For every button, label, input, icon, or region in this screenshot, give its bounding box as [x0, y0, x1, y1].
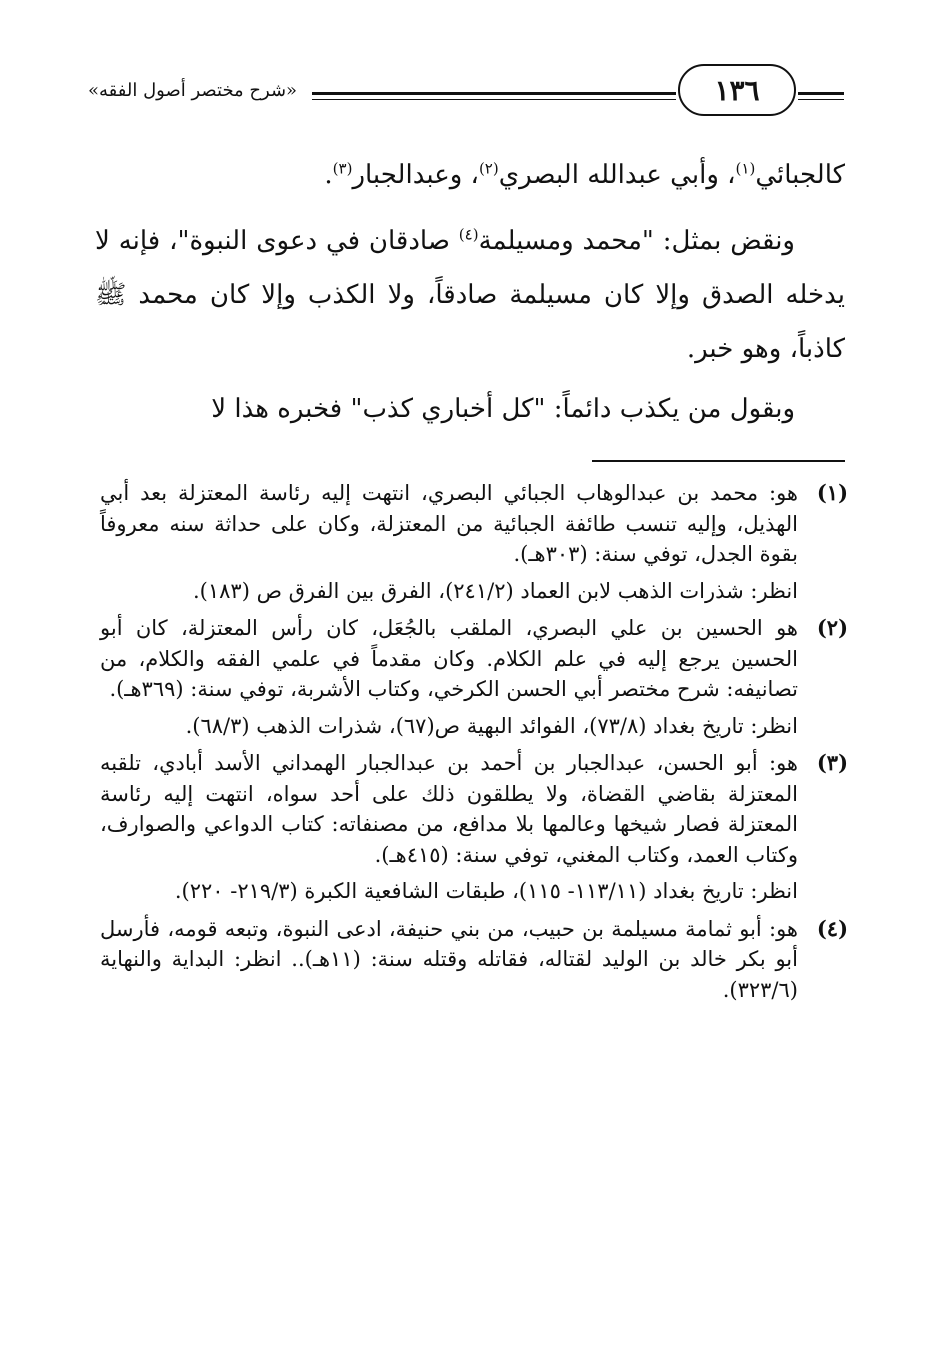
footnote-2	[100, 613, 848, 741]
footnote-reference: انظر: تاريخ بغداد (٧٣/٨)، الفوائد البهية ص(٦٧)، شذرات الذهب (٦٨/٣).	[185, 713, 798, 738]
p1-text-c: ، وعبدالجبار	[352, 160, 479, 190]
header-rule-right	[798, 92, 844, 95]
footnotes	[100, 478, 848, 1012]
footnote-text: هو: أبو الحسن، عبدالجبار بن أحمد بن عبدالجبار الهمداني الأسد أبادي، تلقبه المعتزلة بقاضي القضاة، ولا يطلقون ذلك على أحد سواه، انتهت إليه رئاسة المعتزلة فصار شيخها وعالمها بلا مدافع، من مصنفاته: كتاب الدواعي والصوارف، وكتاب العمد، وكتاب المغني، توفي سنة: (٤١٥هـ).	[100, 751, 798, 867]
footnote-ref-4: (٤)	[458, 225, 479, 244]
footnote-ref-2: (٢)	[478, 159, 499, 178]
p2-text-b: صادقان في دعوى النبوة"، فإنه لا يدخله الصدق وإلا كان مسيلمة صادقاً، ولا الكذب وإلا كان محمد ﷺ كاذباً، وهو خبر.	[95, 226, 845, 364]
main-paragraph-2	[95, 214, 845, 376]
footnote-4	[100, 914, 848, 1006]
p1-text-a: كالجبائي	[755, 160, 845, 190]
footnote-number: (٢)	[816, 615, 848, 640]
header-rule-left	[312, 92, 676, 95]
book-title: «شرح مختصر أصول الفقه»	[88, 80, 298, 101]
header-rule-right-thin	[798, 99, 844, 100]
p2-text-a: ونقض بمثل: "محمد ومسيلمة	[478, 226, 795, 256]
footnote-number: (٤)	[816, 915, 848, 941]
footnote-separator	[592, 460, 845, 462]
footnote-ref-3: (٣)	[332, 159, 353, 178]
main-paragraph-3	[95, 382, 845, 436]
footnote-number: (٣)	[816, 750, 848, 775]
footnote-text: هو: أبو ثمامة مسيلمة بن حبيب، من بني حنيفة، ادعى النبوة، وتبعه قومه، فأرسل أبو بكر خالد بن الوليد لقتاله، فقاتله وقتله سنة: (١١هـ).. انظر: البداية والنهاية (٣٢٣/٦).	[100, 916, 798, 1002]
footnote-reference: انظر: تاريخ بغداد (١١٣/١١- ١١٥)، طبقات الشافعية الكبرة (٢١٩/٣- ٢٢٠).	[174, 879, 798, 903]
footnote-reference: انظر: شذرات الذهب لابن العماد (٢٤١/٢)، الفرق بين الفرق ص (١٨٣).	[192, 578, 798, 603]
footnote-text: هو الحسين بن علي البصري، الملقب بالجُعَل، كان رأس المعتزلة، كان أبو الحسين يرجع إليه في علم الكلام. وكان مقدماً في علمي الفقه والكلام، من تصانيفه: شرح مختصر أبي الحسن الكرخي، وكتاب الأشربة، توفي سنة: (٣٦٩هـ).	[100, 616, 798, 701]
footnote-number: (١)	[816, 480, 848, 505]
footnote-text: هو: محمد بن عبدالوهاب الجبائي البصري، انتهت إليه رئاسة المعتزلة بعد أبي الهذيل، وإليه تنسب طائفة الجبائية من المعتزلة، وكان على حداثة سنه معروفاً بقوة الجدل، توفي سنة: (٣٠٣هـ).	[100, 481, 798, 566]
footnote-3	[100, 748, 848, 907]
p1-text-d: .	[324, 160, 333, 190]
main-paragraph-1	[95, 148, 845, 202]
page-number: ١٣٦	[678, 64, 796, 116]
header-rule-left-thin	[312, 99, 676, 100]
footnote-1	[100, 478, 848, 606]
p3-text: وبقول من يكذب دائماً: "كل أخباري كذب" فخبره هذا لا	[211, 394, 795, 424]
footnote-ref-1: (١)	[735, 159, 756, 178]
p1-text-b: ، وأبي عبدالله البصري	[498, 160, 736, 190]
